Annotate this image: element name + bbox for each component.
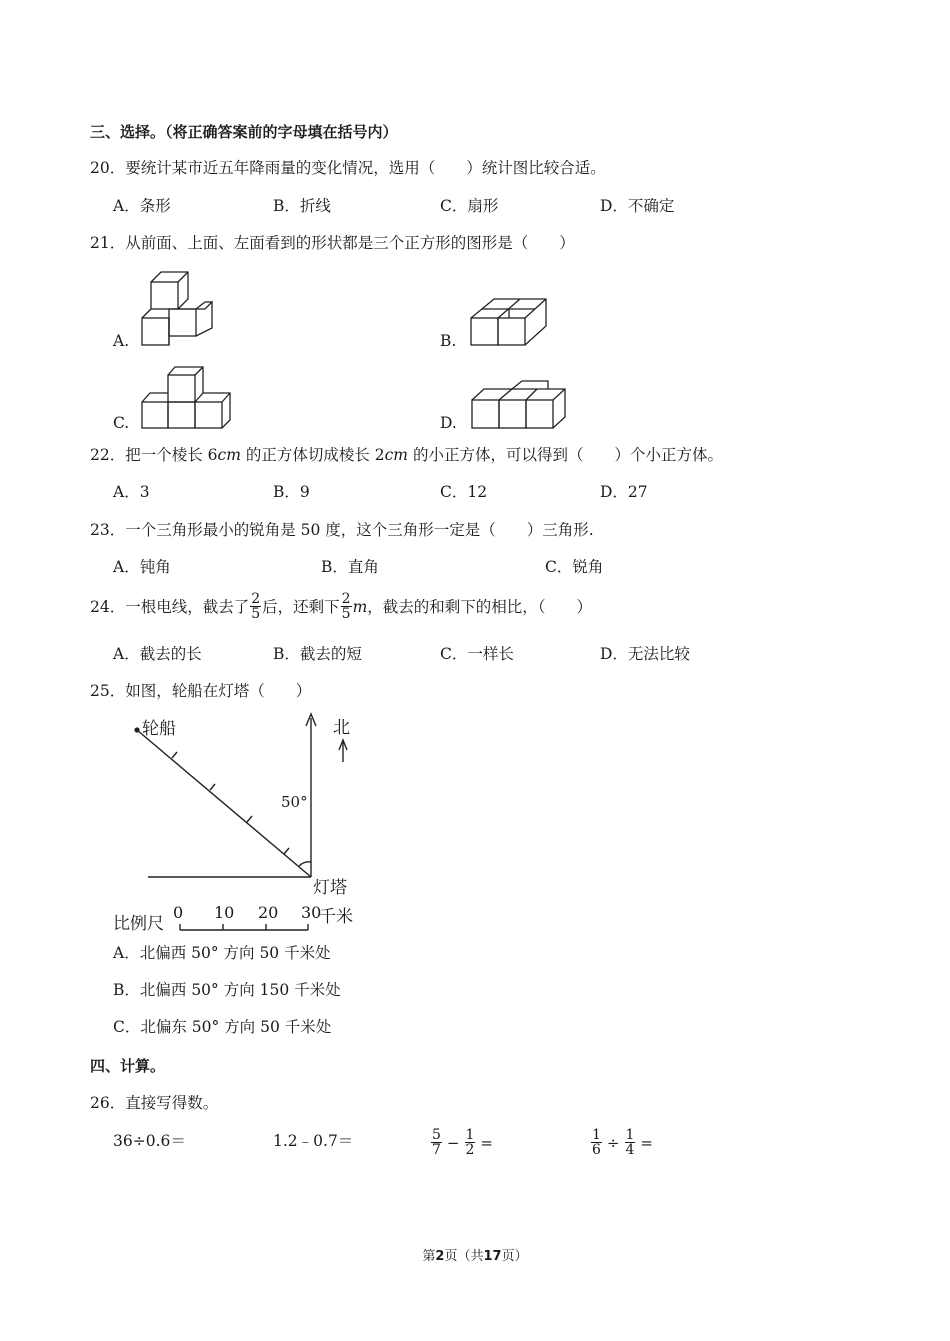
q25-scale-tick-20: 20: [258, 903, 279, 922]
q22-stem-mid: 的正方体切成棱长 2: [240, 446, 385, 464]
footer-post: 页）: [501, 1249, 528, 1264]
q26-e3-fraction-a: [431, 1128, 442, 1157]
q26-e3-a-denominator: 7: [432, 1142, 441, 1158]
q24-option-c: C．一样长: [440, 645, 514, 663]
q25-scale-tick-0: 0: [173, 903, 184, 922]
q21-option-d-label: D.: [440, 414, 457, 432]
q25-scale-tick-10: 10: [214, 903, 235, 922]
q23-option-b: B．直角: [321, 558, 379, 576]
q26-e4-equals: =: [640, 1133, 653, 1152]
q24-frac1-denominator: 5: [251, 606, 261, 622]
q25-north-label: 北: [333, 718, 350, 738]
footer-pre: 第: [422, 1249, 436, 1264]
q26-e4-operator: ÷: [606, 1133, 620, 1152]
q25-scale-tick-30: 30: [301, 903, 322, 922]
section-title-calculation: 四、计算。: [90, 1057, 166, 1075]
q26-e4-a-denominator: 6: [592, 1142, 601, 1158]
q26-e4-b-numerator: 1: [625, 1127, 635, 1143]
q25-option-b: B．北偏西 50° 方向 150 千米处: [113, 981, 341, 999]
q21-option-b-label: B.: [440, 332, 457, 350]
q24-frac1-numerator: 2: [251, 591, 261, 607]
q26-expression-1: 36÷0.6＝: [113, 1132, 186, 1150]
q22-stem-pre: 22．把一个棱长 6: [90, 446, 218, 464]
q24-stem-pre: 24．一根电线，截去了: [90, 597, 250, 616]
q25-option-c: C．北偏东 50° 方向 50 千米处: [113, 1018, 332, 1036]
footer-mid: 页（共: [444, 1249, 484, 1264]
q23-option-a: A．钝角: [113, 558, 171, 576]
question-26-stem: 26．直接写得数。: [90, 1094, 219, 1112]
q26-e4-b-denominator: 4: [625, 1142, 635, 1158]
q22-option-a: A．3: [113, 483, 150, 501]
q26-e3-b-numerator: 1: [465, 1127, 475, 1143]
q20-option-c: C．扇形: [440, 197, 499, 215]
q24-option-a: A．截去的长: [113, 645, 202, 663]
question-21-stem: 21．从前面、上面、左面看到的形状都是三个正方形的图形是（ ）: [90, 234, 575, 252]
q23-option-c: C．锐角: [545, 558, 604, 576]
q22-unit-2: cm: [384, 446, 409, 464]
footer-page-number: 2: [435, 1249, 445, 1264]
q22-option-d: D．27: [600, 483, 648, 501]
q22-option-c: C．12: [440, 483, 488, 501]
q20-option-d: D．不确定: [600, 197, 675, 215]
q26-e3-operator: −: [446, 1133, 460, 1152]
footer-total-pages: 17: [483, 1249, 502, 1264]
q25-tower-label: 灯塔: [313, 878, 347, 898]
q25-option-a: A．北偏西 50° 方向 50 千米处: [113, 944, 331, 962]
q24-frac2-denominator: 5: [341, 606, 351, 622]
q24-option-b: B．截去的短: [273, 645, 362, 663]
q24-stem-mid: 后，还剩下: [262, 597, 340, 616]
question-23-stem: 23．一个三角形最小的锐角是 50 度，这个三角形一定是（ ）三角形.: [90, 521, 594, 539]
q26-e3-b-denominator: 2: [465, 1142, 475, 1158]
q25-scale-label: 比例尺: [113, 914, 164, 934]
q21-option-c-label: C.: [113, 414, 130, 432]
q26-e3-a-numerator: 5: [432, 1127, 441, 1143]
q26-e3-fraction-b: [465, 1128, 476, 1157]
q26-e4-a-numerator: 1: [592, 1127, 601, 1143]
question-20-stem: 20．要统计某市近五年降雨量的变化情况，选用（ ）统计图比较合适。: [90, 159, 606, 177]
q22-unit-1: cm: [217, 446, 241, 464]
q26-expression-2: 1.2﹣0.7＝: [273, 1132, 354, 1150]
q22-option-b: B．9: [273, 483, 310, 501]
q24-option-d: D．无法比较: [600, 645, 690, 663]
q20-option-b: B．折线: [273, 197, 331, 215]
q26-e4-fraction-b: [625, 1128, 636, 1157]
q21-option-a-label: A.: [113, 332, 130, 350]
section-title-choice: 三、选择。（将正确答案前的字母填在括号内）: [90, 123, 398, 141]
q24-unit: m: [352, 597, 368, 616]
q20-option-a: A．条形: [113, 197, 171, 215]
q24-stem-post: ，截去的和剩下的相比，（ ）: [367, 597, 593, 616]
q24-frac2-numerator: 2: [341, 591, 351, 607]
q26-e4-fraction-a: [591, 1128, 602, 1157]
q25-scale-unit: 千米: [319, 907, 353, 927]
q26-e3-equals: =: [480, 1133, 493, 1152]
question-25-stem: 25．如图，轮船在灯塔（ ）: [90, 682, 312, 700]
q25-ship-label: 轮船: [142, 719, 176, 739]
q26-expression-4: [590, 1128, 653, 1157]
q25-angle-label: 50°: [281, 793, 308, 811]
q22-stem-post: 的小正方体，可以得到（ ）个小正方体。: [408, 446, 723, 464]
page-footer: [0, 1245, 950, 1264]
q26-expression-3: [430, 1128, 493, 1157]
